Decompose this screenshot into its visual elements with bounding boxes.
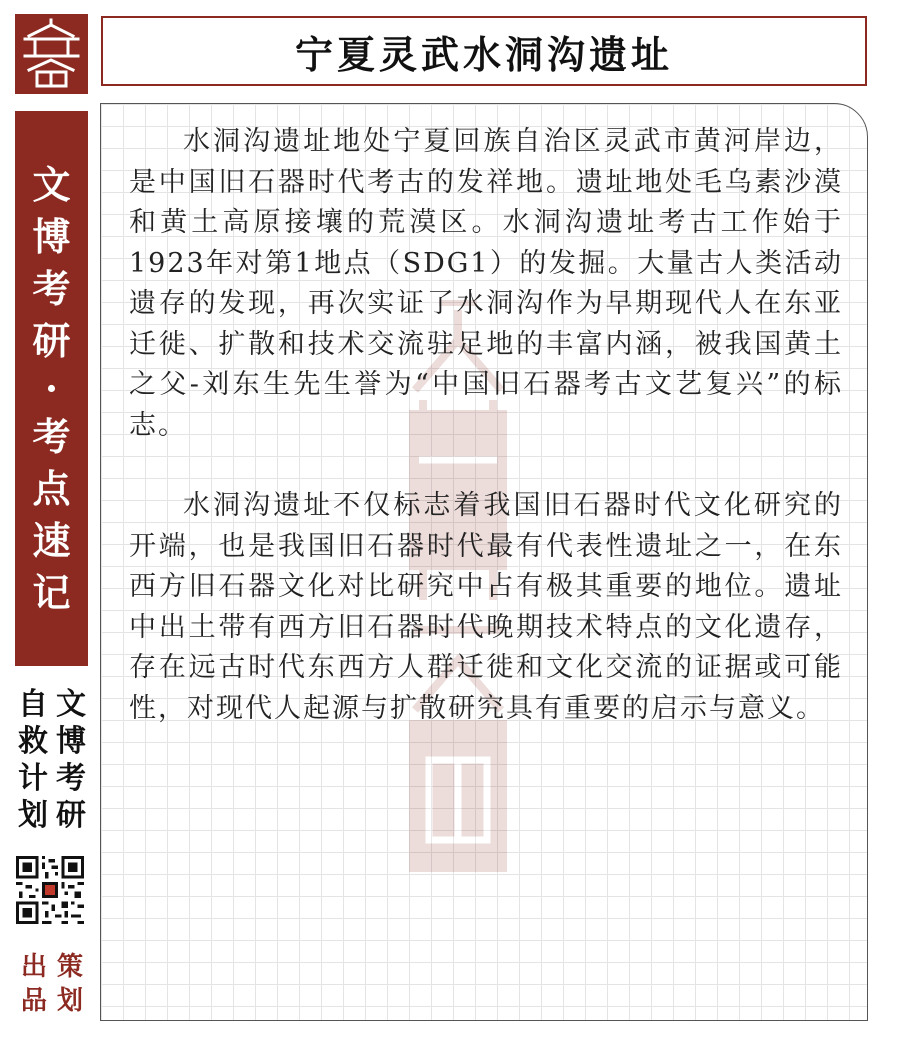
plan-char: 计	[18, 761, 48, 796]
side-banner	[15, 111, 88, 666]
content-panel	[100, 103, 868, 1021]
paragraph: 水洞沟遗址不仅标志着我国旧石器时代文化研究的开端，也是我国旧石器时代最有代表性遗址之一，在东西方旧石器文化对比研究中占有极其重要的地位。遗址中出土带有西方旧石器时代晚期技术特点的文化遗存，存在远古时代东西方人群迁徙和文化交流的证据或可能性，对现代人起源与扩散研究具有重要的启示与意义。	[129, 490, 843, 724]
banner-char: 速	[32, 517, 71, 563]
producer-left-column	[16, 950, 52, 1030]
banner-char: 点	[32, 465, 71, 511]
banner-char: 考	[32, 265, 71, 311]
plan-char: 划	[18, 798, 48, 833]
producer-char: 出	[20, 952, 47, 982]
banner-separator: ·	[44, 365, 59, 411]
plan-char: 博	[56, 724, 86, 759]
banner-char: 博	[32, 213, 71, 259]
banner-char: 文	[32, 161, 71, 207]
qr-code-icon[interactable]	[16, 856, 84, 924]
producer-char: 品	[20, 986, 47, 1016]
plan-label	[12, 686, 92, 836]
plan-char: 文	[56, 687, 86, 722]
banner-char: 研	[32, 317, 71, 363]
producer-label	[12, 950, 92, 1030]
paragraph: 水洞沟遗址地处宁夏回族自治区灵武市黄河岸边，是中国旧石器时代考古的发祥地。遗址地处毛乌素沙漠和黄土高原接壤的荒漠区。水洞沟遗址考古工作始于1923年对第1地点（SDG1）的发掘。大量古人类活动遗存的发现，再次实证了水洞沟作为早期现代人在东亚迁徙、扩散和技术交流驻足地的丰富内涵，被我国黄土之父-刘东生先生誉为“中国旧石器考古文艺复兴”的标志。	[129, 126, 843, 441]
plan-char: 考	[56, 761, 86, 796]
producer-char: 划	[56, 986, 83, 1016]
plan-char: 救	[18, 724, 48, 759]
banner-char: 考	[32, 413, 71, 459]
pavilion-logo-icon	[15, 14, 88, 94]
producer-right-column	[52, 950, 88, 1030]
page-title: 宁夏灵武水洞沟遗址	[101, 16, 867, 86]
plan-right-column	[52, 686, 90, 836]
producer-char: 策	[56, 952, 83, 982]
plan-char: 研	[56, 798, 86, 833]
plan-char: 自	[18, 687, 48, 722]
article-body	[101, 104, 867, 729]
plan-left-column	[14, 686, 52, 836]
banner-char: 记	[32, 569, 71, 615]
